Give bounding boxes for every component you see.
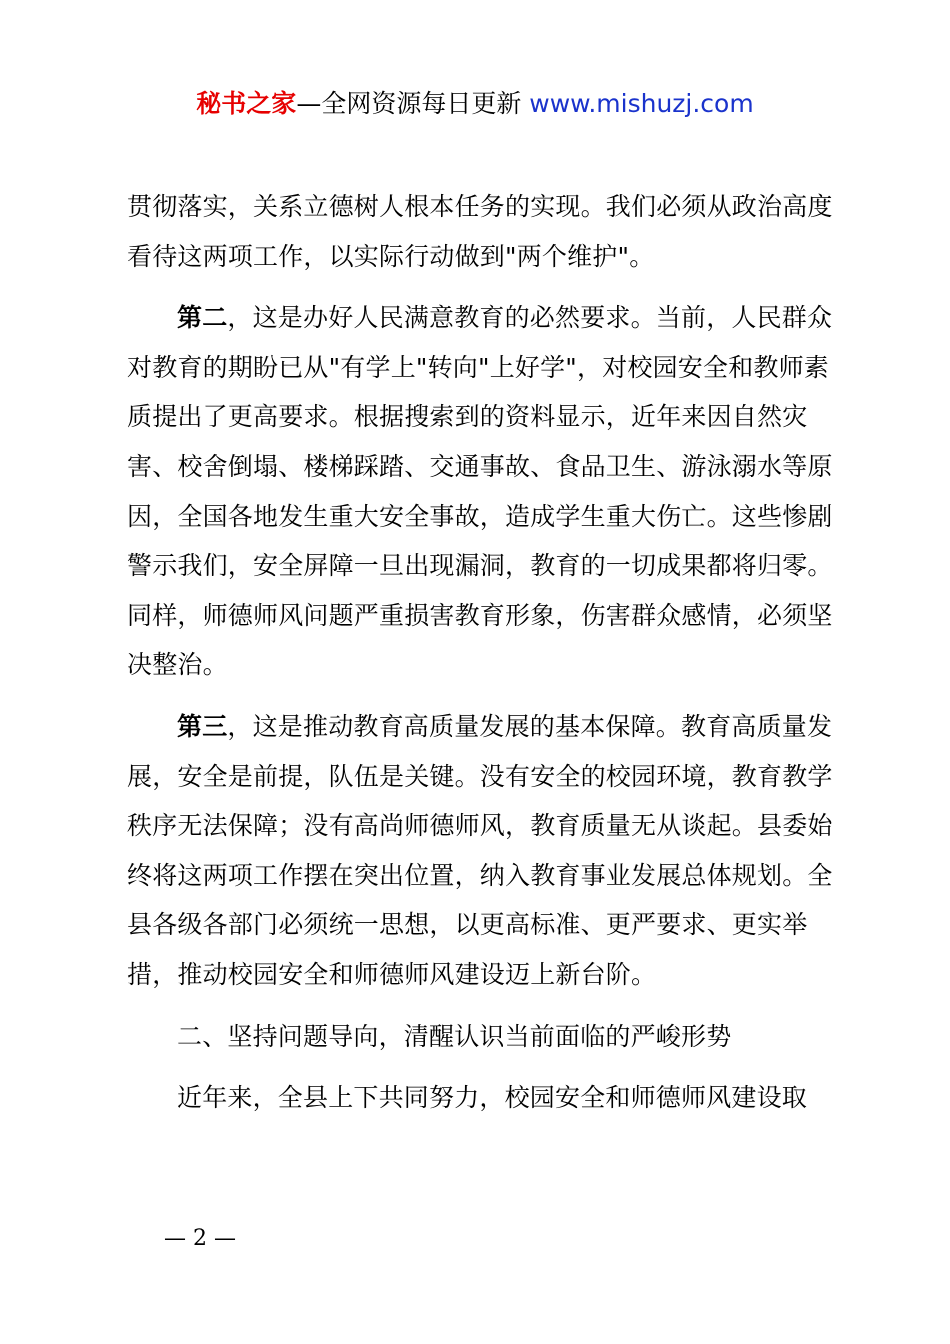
paragraph-lead: 第二	[177, 303, 228, 333]
paragraph-text: 贯彻落实，关系立德树人根本任务的实现。我们必须从政治高度看待这两项工作，以实际行动做到"两个维护"。	[127, 192, 833, 271]
page-header	[0, 86, 950, 122]
paragraph-text: ，这是办好人民满意教育的必然要求。当前，人民群众对教育的期盼已从"有学上"转向"上好学"，对校园安全和教师素质提出了更高要求。根据搜索到的资料显示，近年来因自然灾害、校舍倒塌、楼梯踩踏、交通事故、食品卫生、游泳溺水等原因，全国各地发生重大安全事故，造成学生重大伤亡。这些惨剧警示我们，安全屏障一旦出现漏洞，教育的一切成果都将归零。同样，师德师风问题严重损害教育形象，伤害群众感情，必须坚决整治。	[127, 303, 833, 680]
site-tagline: —全网资源每日更新	[296, 89, 522, 118]
paragraph-text: ，这是推动教育高质量发展的基本保障。教育高质量发展，安全是前提，队伍是关键。没有安全的校园环境，教育教学秩序无法保障；没有高尚师德师风，教育质量无从谈起。县委始终将这两项工作摆在突出位置，纳入教育事业发展总体规划。全县各级各部门必须统一思想，以更高标准、更严要求、更实举措，推动校园安全和师德师风建设迈上新台阶。	[127, 711, 833, 989]
brand-name: 秘书之家	[196, 89, 297, 118]
paragraph-second-point	[127, 293, 839, 690]
paragraph-third-point	[127, 702, 839, 1000]
paragraph-lead: 第三	[177, 711, 228, 741]
site-url-link[interactable]: www.mishuzj.com	[529, 89, 754, 118]
document-body	[127, 182, 839, 1135]
paragraph-last: 近年来，全县上下共同努力，校园安全和师德师风建设取	[177, 1083, 808, 1113]
paragraph-continuation	[127, 182, 839, 281]
page-number: — 2 —	[164, 1226, 236, 1251]
section-heading: 二、坚持问题导向，清醒认识当前面临的严峻形势	[177, 1021, 732, 1051]
